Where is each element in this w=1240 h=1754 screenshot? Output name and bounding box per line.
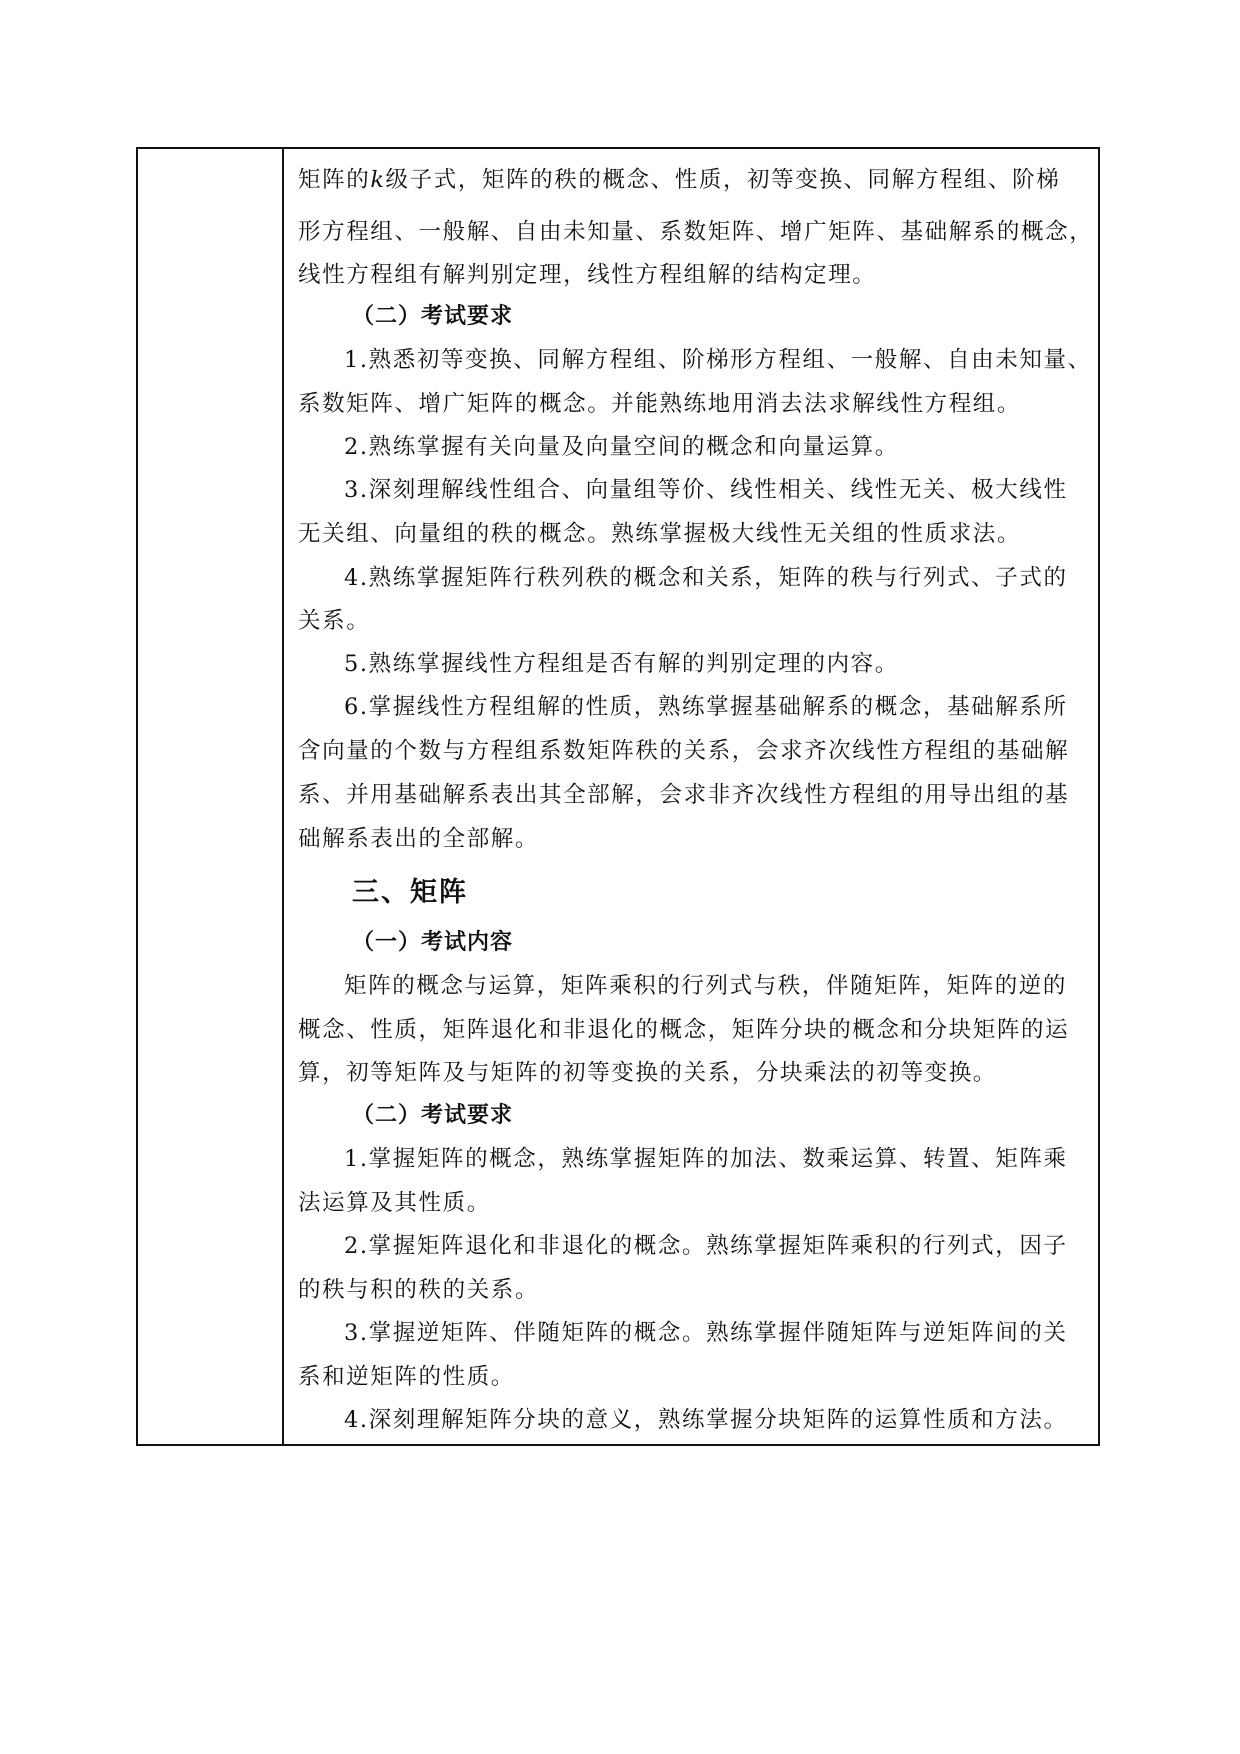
body-line: 系、并用基础解系表出其全部解，会求非齐次线性方程组的用导出组的基 <box>298 782 1070 808</box>
body-line: 1.掌握矩阵的概念，熟练掌握矩阵的加法、数乘运算、转置、矩阵乘 <box>344 1146 1068 1172</box>
body-line: 6.掌握线性方程组解的性质，熟练掌握基础解系的概念，基础解系所 <box>344 694 1068 720</box>
section-heading: （二）考试要求 <box>352 303 514 329</box>
body-line: 系数矩阵、增广矩阵的概念。并能熟练地用消去法求解线性方程组。 <box>298 391 1022 417</box>
body-line: 矩阵的k级子式，矩阵的秩的概念、性质，初等变换、同解方程组、阶梯 <box>298 167 1061 193</box>
body-line: 含向量的个数与方程组系数矩阵秩的关系，会求齐次线性方程组的基础解 <box>298 738 1070 764</box>
section-heading: （二）考试要求 <box>352 1102 514 1128</box>
body-line: 形方程组、一般解、自由未知量、系数矩阵、增广矩阵、基础解系的概念， <box>298 219 1094 245</box>
table-content-column <box>286 149 1100 1444</box>
body-line: 3.掌握逆矩阵、伴随矩阵的概念。熟练掌握伴随矩阵与逆矩阵间的关 <box>344 1320 1068 1346</box>
body-line: 线性方程组有解判别定理，线性方程组解的结构定理。 <box>298 262 877 288</box>
section-heading: （一）考试内容 <box>352 929 514 955</box>
body-line: 础解系表出的全部解。 <box>298 826 540 852</box>
body-line: 1.熟悉初等变换、同解方程组、阶梯形方程组、一般解、自由未知量、 <box>344 347 1092 373</box>
body-line: 5.熟练掌握线性方程组是否有解的判别定理的内容。 <box>344 651 899 677</box>
body-line: 2.熟练掌握有关向量及向量空间的概念和向量运算。 <box>344 434 899 460</box>
syllabus-table <box>136 147 1100 1446</box>
body-line: 2.掌握矩阵退化和非退化的概念。熟练掌握矩阵乘积的行列式，因子 <box>344 1233 1068 1259</box>
body-line: 法运算及其性质。 <box>298 1190 491 1216</box>
chapter-title: 三、矩阵 <box>352 877 468 908</box>
table-left-column <box>138 149 284 1444</box>
body-line: 3.深刻理解线性组合、向量组等价、线性相关、线性无关、极大线性 <box>344 477 1068 503</box>
body-line: 的秩与积的秩的关系。 <box>298 1277 540 1303</box>
body-line: 系和逆矩阵的性质。 <box>298 1364 515 1390</box>
body-line: 概念、性质，矩阵退化和非退化的概念，矩阵分块的概念和分块矩阵的运 <box>298 1017 1070 1043</box>
body-line: 矩阵的概念与运算，矩阵乘积的行列式与秩，伴随矩阵，矩阵的逆的 <box>344 973 1068 999</box>
body-line: 4.熟练掌握矩阵行秩列秩的概念和关系，矩阵的秩与行列式、子式的 <box>344 565 1068 591</box>
body-line: 算，初等矩阵及与矩阵的初等变换的关系，分块乘法的初等变换。 <box>298 1060 997 1086</box>
body-line: 无关组、向量组的秩的概念。熟练掌握极大线性无关组的性质求法。 <box>298 521 1022 547</box>
body-line: 关系。 <box>298 608 371 634</box>
body-line: 4.深刻理解矩阵分块的意义，熟练掌握分块矩阵的运算性质和方法。 <box>344 1407 1068 1433</box>
